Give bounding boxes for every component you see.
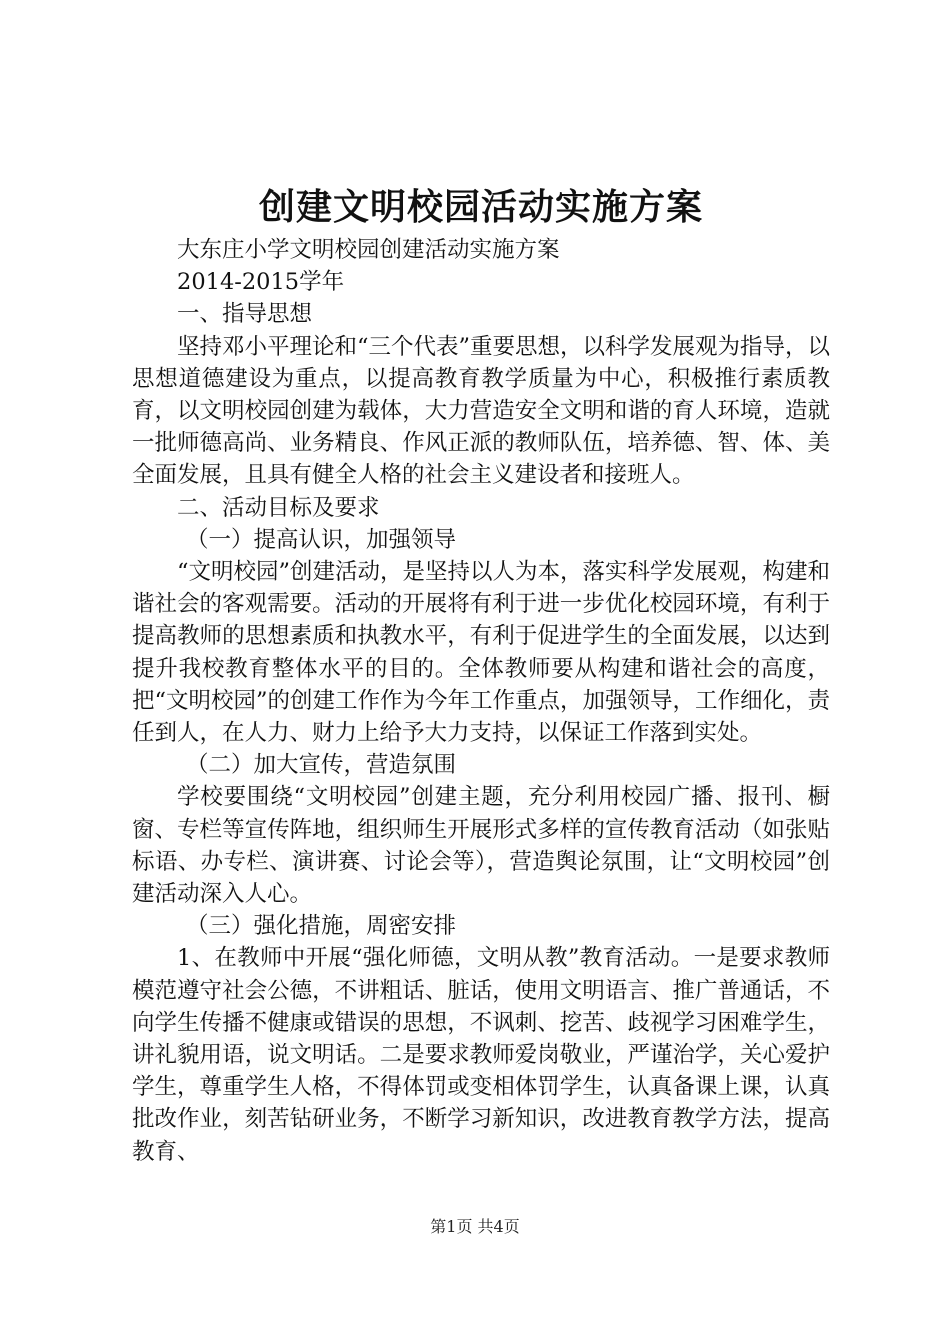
document-body xyxy=(132,234,830,1168)
section-heading: （二）加大宣传，营造氛围 xyxy=(186,752,457,779)
section-heading: 2014-2015学年 xyxy=(177,269,345,296)
section-heading: 二、活动目标及要求 xyxy=(177,494,380,521)
page-footer: 第1页 共4页 xyxy=(430,1217,520,1236)
document-title: 创建文明校园活动实施方案 xyxy=(258,187,703,228)
body-paragraph: 坚持邓小平理论和“三个代表”重要思想，以科学发展观为指导，以思想道德建设为重点，以提高教育教学质量为中心，积极推行素质教育，以文明校园创建为载体，大力营造安全文明和谐的育人环境，造就一批师德高尚、业务精良、作风正派的教师队伍，培养德、智、体、美全面发展，且具有健全人格的社会主义建设者和接班人。 xyxy=(132,333,831,489)
body-paragraph: 学校要围绕“文明校园”创建主题，充分利用校园广播、报刊、橱窗、专栏等宣传阵地，组织师生开展形式多样的宣传教育活动（如张贴标语、办专栏、演讲赛、讨论会等），营造舆论氛围，让“文明校园”创建活动深入人心。 xyxy=(132,784,830,908)
document-content xyxy=(132,182,830,1168)
section-heading: 大东庄小学文明校园创建活动实施方案 xyxy=(177,237,560,263)
section-heading: 一、指导思想 xyxy=(177,301,313,328)
section-heading: （一）提高认识，加强领导 xyxy=(186,526,457,553)
body-paragraph: 1、在教师中开展“强化师德，文明从教”教育活动。一是要求教师模范遵守社会公德，不讲粗话、脏话，使用文明语言、推广普通话，不向学生传播不健康或错误的思想，不讽刺、挖苦、歧视学习困难学生，讲礼貌用语，说文明话。二是要求教师爱岗敬业，严谨治学，关心爱护学生，尊重学生人格，不得体罚或变相体罚学生，认真备课上课，认真批改作业，刻苦钻研业务，不断学习新知识，改进教育教学方法，提高教育、 xyxy=(132,945,830,1165)
body-paragraph: “文明校园”创建活动，是坚持以人为本，落实科学发展观，构建和谐社会的客观需要。活动的开展将有利于进一步优化校园环境，有利于提高教师的思想素质和执教水平，有利于促进学生的全面发展，以达到提升我校教育整体水平的目的。全体教师要从构建和谐社会的高度，把“文明校园”的创建工作作为今年工作重点，加强领导，工作细化，责任到人，在人力、财力上给予大力支持，以保证工作落到实处。 xyxy=(132,559,831,747)
section-heading: （三）强化措施，周密安排 xyxy=(186,913,457,940)
